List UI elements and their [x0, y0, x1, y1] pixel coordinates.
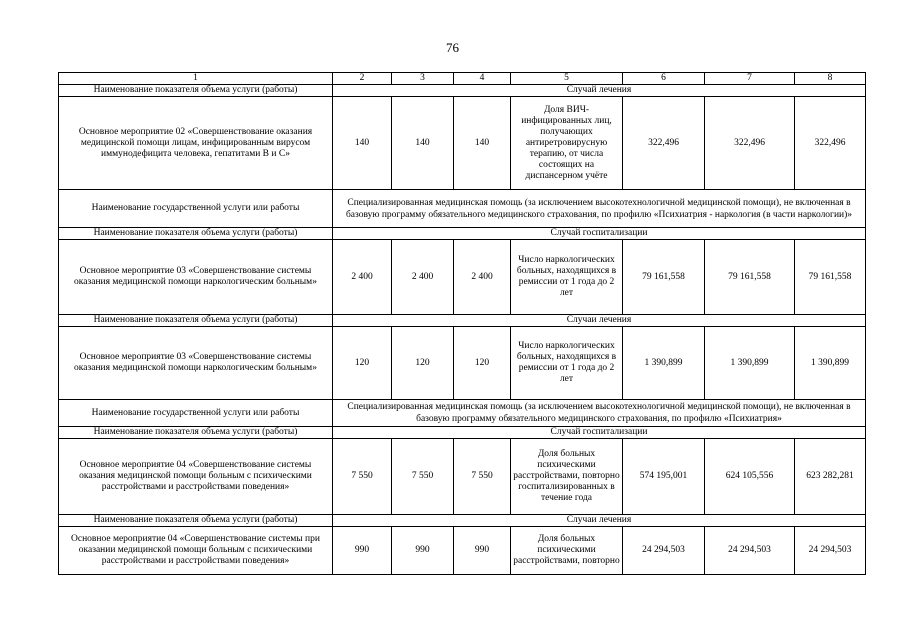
- volume-value: 120: [392, 327, 454, 400]
- indicator-name-row: [59, 85, 866, 97]
- column-number: 4: [454, 73, 511, 85]
- indicator-unit: Случаи лечения: [333, 515, 866, 527]
- volume-value: 990: [333, 527, 392, 575]
- service-name-label: Наименование государственной услуги или работы: [59, 190, 333, 228]
- column-number-row: [59, 73, 866, 85]
- page-number: 76: [446, 40, 459, 55]
- indicator-description: Доля больных психическими расстройствами, повторно госпитализированных в течение года: [511, 439, 623, 515]
- volume-value: 2 400: [454, 240, 511, 315]
- column-number: 2: [333, 73, 392, 85]
- funding-value: 1 390,899: [623, 327, 705, 400]
- column-number: 8: [795, 73, 866, 85]
- indicator-name-label: Наименование показателя объема услуги (работы): [59, 515, 333, 527]
- volume-value: 120: [454, 327, 511, 400]
- volume-value: 140: [392, 97, 454, 190]
- funding-value: 623 282,281: [795, 439, 866, 515]
- column-number: 3: [392, 73, 454, 85]
- indicator-unit: Случаи лечения: [333, 315, 866, 327]
- indicator-name-label: Наименование показателя объема услуги (работы): [59, 85, 333, 97]
- indicator-name-row: [59, 515, 866, 527]
- measure-name: Основное мероприятие 04 «Совершенствование системы при оказании медицинской помощи больным с психическими расстройствами и расстройствами поведения»: [59, 527, 333, 575]
- measure-row: [59, 327, 866, 400]
- service-name: Специализированная медицинская помощь (за исключением высокотехнологичной медицинской помощи), не включенная в базовую программу обязательного медицинского страхования, по профилю «Психиатрия»: [333, 400, 866, 427]
- indicator-name-row: [59, 228, 866, 240]
- funding-value: 24 294,503: [705, 527, 795, 575]
- funding-value: 79 161,558: [795, 240, 866, 315]
- indicator-name-row: [59, 315, 866, 327]
- volume-value: 990: [392, 527, 454, 575]
- service-name-row: [59, 190, 866, 228]
- funding-value: 24 294,503: [623, 527, 705, 575]
- column-number: 1: [59, 73, 333, 85]
- funding-value: 79 161,558: [623, 240, 705, 315]
- volume-value: 2 400: [392, 240, 454, 315]
- indicator-name-label: Наименование показателя объема услуги (работы): [59, 228, 333, 240]
- funding-value: 574 195,001: [623, 439, 705, 515]
- measure-row: [59, 527, 866, 575]
- report-table: [58, 72, 866, 575]
- measure-name: Основное мероприятие 03 «Совершенствование системы оказания медицинской помощи наркологическим больным»: [59, 240, 333, 315]
- volume-value: 140: [454, 97, 511, 190]
- indicator-name-label: Наименование показателя объема услуги (работы): [59, 427, 333, 439]
- indicator-name-row: [59, 427, 866, 439]
- indicator-unit: Случай лечения: [333, 85, 866, 97]
- measure-name: Основное мероприятие 04 «Совершенствование системы оказания медицинской помощи больным с психическими расстройствами и расстройствами поведения»: [59, 439, 333, 515]
- volume-value: 7 550: [392, 439, 454, 515]
- indicator-description: Число наркологических больных, находящихся в ремиссии от 1 года до 2 лет: [511, 327, 623, 400]
- volume-value: 7 550: [333, 439, 392, 515]
- measure-row: [59, 439, 866, 515]
- measure-row: [59, 97, 866, 190]
- indicator-description: Доля ВИЧ-инфицированных лиц, получающих антиретровирусную терапию, от числа состоящих на диспансерном учёте: [511, 97, 623, 190]
- column-number: 5: [511, 73, 623, 85]
- volume-value: 990: [454, 527, 511, 575]
- measure-row: [59, 240, 866, 315]
- funding-value: 24 294,503: [795, 527, 866, 575]
- funding-value: 322,496: [795, 97, 866, 190]
- funding-value: 1 390,899: [705, 327, 795, 400]
- column-number: 6: [623, 73, 705, 85]
- indicator-name-label: Наименование показателя объема услуги (работы): [59, 315, 333, 327]
- indicator-unit: Случай госпитализации: [333, 228, 866, 240]
- service-name-label: Наименование государственной услуги или работы: [59, 400, 333, 427]
- service-name-row: [59, 400, 866, 427]
- measure-name: Основное мероприятие 03 «Совершенствование системы оказания медицинской помощи наркологическим больным»: [59, 327, 333, 400]
- indicator-description: Число наркологических больных, находящихся в ремиссии от 1 года до 2 лет: [511, 240, 623, 315]
- indicator-description: Доля больных психическими расстройствами, повторно: [511, 527, 623, 575]
- column-number: 7: [705, 73, 795, 85]
- volume-value: 2 400: [333, 240, 392, 315]
- funding-value: 79 161,558: [705, 240, 795, 315]
- funding-value: 322,496: [623, 97, 705, 190]
- service-name: Специализированная медицинская помощь (за исключением высокотехнологичной медицинской помощи), не включенная в базовую программу обязательного медицинского страхования, по профилю «Психиатрия - наркология (в части наркологии)»: [333, 190, 866, 228]
- measure-name: Основное мероприятие 02 «Совершенствование оказания медицинской помощи лицам, инфицированным вирусом иммунодефицита человека, гепатитами В и С»: [59, 97, 333, 190]
- funding-value: 1 390,899: [795, 327, 866, 400]
- volume-value: 7 550: [454, 439, 511, 515]
- indicator-unit: Случай госпитализации: [333, 427, 866, 439]
- volume-value: 120: [333, 327, 392, 400]
- volume-value: 140: [333, 97, 392, 190]
- funding-value: 322,496: [705, 97, 795, 190]
- funding-value: 624 105,556: [705, 439, 795, 515]
